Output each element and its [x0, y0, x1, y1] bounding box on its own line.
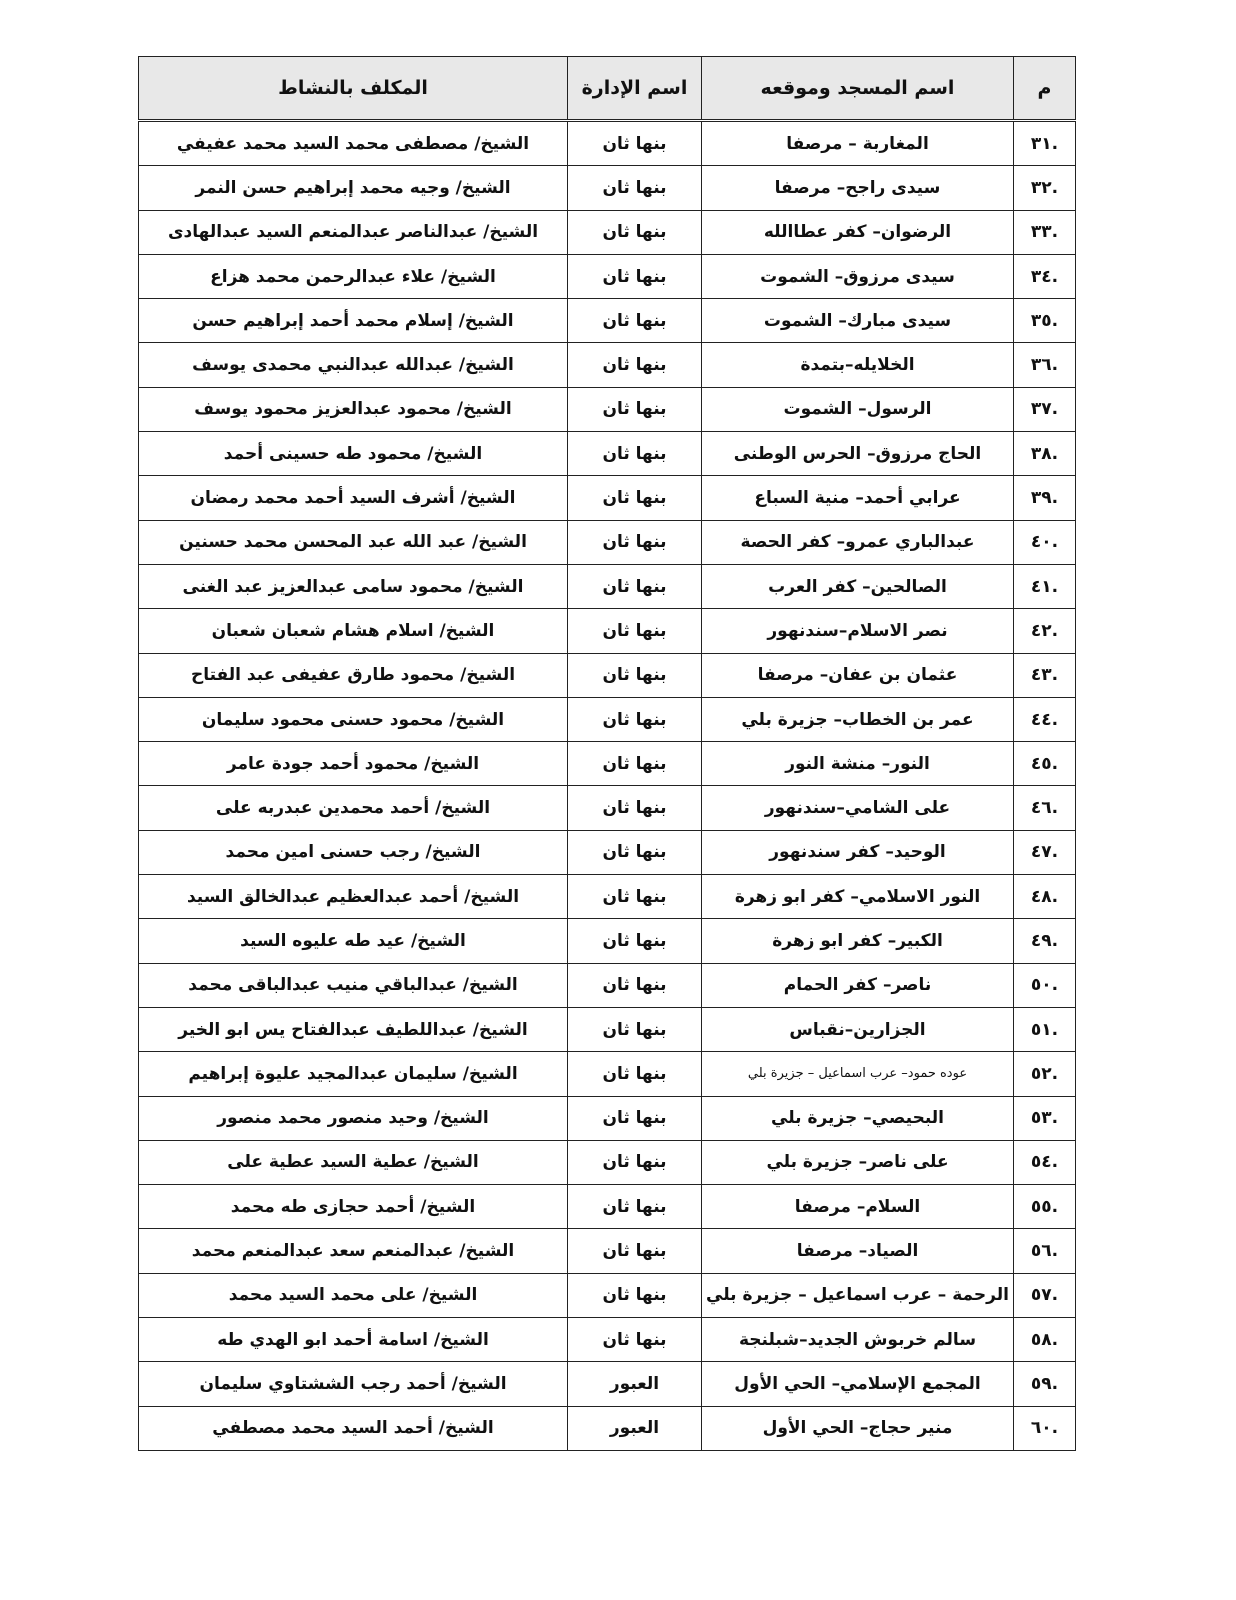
assigned-sheikh: الشيخ/ محمود سامى عبدالعزيز عبد الغنى — [139, 564, 568, 608]
table-row — [139, 609, 1076, 653]
assigned-sheikh: الشيخ/ أحمد رجب الششتاوي سليمان — [139, 1362, 568, 1406]
assigned-sheikh: الشيخ/ محمود أحمد جودة عامر — [139, 742, 568, 786]
row-number: .٣٩ — [1014, 476, 1076, 520]
mosque-name-location: سالم خربوش الجديد–شبلنجة — [702, 1318, 1014, 1362]
mosque-name-location: الوحيد– كفر سندنهور — [702, 830, 1014, 874]
table-body — [139, 121, 1076, 1451]
mosque-name-location: على الشامي–سندنهور — [702, 786, 1014, 830]
mosque-name-location: المغاربة – مرصفا — [702, 121, 1014, 166]
assigned-sheikh: الشيخ/ عبد الله عبد المحسن محمد حسنين — [139, 520, 568, 564]
assigned-sheikh: الشيخ/ محمود حسنى محمود سليمان — [139, 697, 568, 741]
table-row — [139, 476, 1076, 520]
mosque-name-location: عمر بن الخطاب– جزيرة بلي — [702, 697, 1014, 741]
mosque-name-location: الصالحين– كفر العرب — [702, 564, 1014, 608]
administration-name: بنها ثان — [568, 210, 702, 254]
table-row — [139, 343, 1076, 387]
mosque-name-location: ناصر– كفر الحمام — [702, 963, 1014, 1007]
administration-name: العبور — [568, 1406, 702, 1450]
administration-name: بنها ثان — [568, 299, 702, 343]
table-row — [139, 1362, 1076, 1406]
mosque-name-location: الرضوان– كفر عطاالله — [702, 210, 1014, 254]
administration-name: بنها ثان — [568, 875, 702, 919]
assigned-sheikh: الشيخ/ عبدالمنعم سعد عبدالمنعم محمد — [139, 1229, 568, 1273]
row-number: .٣٥ — [1014, 299, 1076, 343]
mosque-name-location: عبدالباري عمرو– كفر الحصة — [702, 520, 1014, 564]
table-row — [139, 830, 1076, 874]
row-number: .٤٩ — [1014, 919, 1076, 963]
administration-name: بنها ثان — [568, 1096, 702, 1140]
table-row — [139, 520, 1076, 564]
row-number: .٤٣ — [1014, 653, 1076, 697]
row-number: .٥٧ — [1014, 1273, 1076, 1317]
mosque-name-location: المجمع الإسلامي– الحي الأول — [702, 1362, 1014, 1406]
administration-name: بنها ثان — [568, 786, 702, 830]
row-number: .٥٣ — [1014, 1096, 1076, 1140]
row-number: .٥١ — [1014, 1007, 1076, 1051]
administration-name: بنها ثان — [568, 1140, 702, 1184]
header-mosque: اسم المسجد وموقعه — [702, 57, 1014, 121]
assigned-sheikh: الشيخ/ عبداللطيف عبدالفتاح يس ابو الخير — [139, 1007, 568, 1051]
assigned-sheikh: الشيخ/ أحمد عبدالعظيم عبدالخالق السيد — [139, 875, 568, 919]
table-row — [139, 1052, 1076, 1096]
assigned-sheikh: الشيخ/ أحمد محمدين عبدربه على — [139, 786, 568, 830]
administration-name: بنها ثان — [568, 1229, 702, 1273]
row-number: .٤٠ — [1014, 520, 1076, 564]
administration-name: بنها ثان — [568, 742, 702, 786]
row-number: .٦٠ — [1014, 1406, 1076, 1450]
table-row — [139, 742, 1076, 786]
document-page — [138, 56, 1075, 1451]
administration-name: العبور — [568, 1362, 702, 1406]
assigned-sheikh: الشيخ/ عبدالله عبدالنبي محمدى يوسف — [139, 343, 568, 387]
row-number: .٤٥ — [1014, 742, 1076, 786]
assigned-sheikh: الشيخ/ رجب حسنى امين محمد — [139, 830, 568, 874]
mosque-name-location: عوده حمود– عرب اسماعيل – جزيرة بلي — [702, 1052, 1014, 1096]
mosque-assignment-table — [138, 56, 1076, 1451]
table-row — [139, 875, 1076, 919]
mosque-name-location: الكبير– كفر ابو زهرة — [702, 919, 1014, 963]
administration-name: بنها ثان — [568, 963, 702, 1007]
table-row — [139, 254, 1076, 298]
table-row — [139, 210, 1076, 254]
header-row — [139, 57, 1076, 121]
administration-name: بنها ثان — [568, 919, 702, 963]
mosque-name-location: على ناصر– جزيرة بلي — [702, 1140, 1014, 1184]
row-number: .٣٣ — [1014, 210, 1076, 254]
administration-name: بنها ثان — [568, 609, 702, 653]
row-number: .٤٦ — [1014, 786, 1076, 830]
assigned-sheikh: الشيخ/ عطية السيد عطية على — [139, 1140, 568, 1184]
row-number: .٣١ — [1014, 121, 1076, 166]
administration-name: بنها ثان — [568, 476, 702, 520]
mosque-name-location: سيدى مبارك– الشموت — [702, 299, 1014, 343]
row-number: .٣٨ — [1014, 432, 1076, 476]
assigned-sheikh: الشيخ/ عبدالباقي منيب عبدالباقى محمد — [139, 963, 568, 1007]
assigned-sheikh: الشيخ/ مصطفى محمد السيد محمد عفيفي — [139, 121, 568, 166]
administration-name: بنها ثان — [568, 343, 702, 387]
table-row — [139, 1096, 1076, 1140]
administration-name: بنها ثان — [568, 121, 702, 166]
assigned-sheikh: الشيخ/ محمود عبدالعزيز محمود يوسف — [139, 387, 568, 431]
mosque-name-location: النور الاسلامي– كفر ابو زهرة — [702, 875, 1014, 919]
administration-name: بنها ثان — [568, 653, 702, 697]
mosque-name-location: الصياد– مرصفا — [702, 1229, 1014, 1273]
table-row — [139, 387, 1076, 431]
mosque-name-location: عثمان بن عفان– مرصفا — [702, 653, 1014, 697]
table-row — [139, 963, 1076, 1007]
mosque-name-location: الرسول– الشموت — [702, 387, 1014, 431]
table-row — [139, 1229, 1076, 1273]
row-number: .٣٢ — [1014, 166, 1076, 210]
mosque-name-location: الخلايله–بتمدة — [702, 343, 1014, 387]
table-header — [139, 57, 1076, 121]
header-assignee: المكلف بالنشاط — [139, 57, 568, 121]
table-row — [139, 653, 1076, 697]
row-number: .٣٧ — [1014, 387, 1076, 431]
mosque-name-location: عرابي أحمد– منية السباع — [702, 476, 1014, 520]
administration-name: بنها ثان — [568, 1273, 702, 1317]
assigned-sheikh: الشيخ/ سليمان عبدالمجيد عليوة إبراهيم — [139, 1052, 568, 1096]
assigned-sheikh: الشيخ/ اسلام هشام شعبان شعبان — [139, 609, 568, 653]
administration-name: بنها ثان — [568, 254, 702, 298]
table-row — [139, 1318, 1076, 1362]
table-row — [139, 919, 1076, 963]
row-number: .٤٧ — [1014, 830, 1076, 874]
table-row — [139, 697, 1076, 741]
row-number: .٥٨ — [1014, 1318, 1076, 1362]
assigned-sheikh: الشيخ/ اسامة أحمد ابو الهدي طه — [139, 1318, 568, 1362]
assigned-sheikh: الشيخ/ أحمد السيد محمد مصطفي — [139, 1406, 568, 1450]
mosque-name-location: السلام– مرصفا — [702, 1185, 1014, 1229]
administration-name: بنها ثان — [568, 432, 702, 476]
mosque-name-location: النور– منشة النور — [702, 742, 1014, 786]
table-row — [139, 299, 1076, 343]
assigned-sheikh: الشيخ/ عيد طه عليوه السيد — [139, 919, 568, 963]
row-number: .٥٠ — [1014, 963, 1076, 1007]
mosque-name-location: نصر الاسلام–سندنهور — [702, 609, 1014, 653]
administration-name: بنها ثان — [568, 1007, 702, 1051]
mosque-name-location: الرحمة – عرب اسماعيل – جزيرة بلي — [702, 1273, 1014, 1317]
row-number: .٤١ — [1014, 564, 1076, 608]
administration-name: بنها ثان — [568, 166, 702, 210]
table-row — [139, 1273, 1076, 1317]
mosque-name-location: البحيصي– جزيرة بلي — [702, 1096, 1014, 1140]
row-number: .٣٦ — [1014, 343, 1076, 387]
administration-name: بنها ثان — [568, 830, 702, 874]
administration-name: بنها ثان — [568, 697, 702, 741]
assigned-sheikh: الشيخ/ محمود طارق عفيفى عبد الفتاح — [139, 653, 568, 697]
administration-name: بنها ثان — [568, 1318, 702, 1362]
table-row — [139, 121, 1076, 166]
mosque-name-location: سيدى راجح– مرصفا — [702, 166, 1014, 210]
assigned-sheikh: الشيخ/ وحيد منصور محمد منصور — [139, 1096, 568, 1140]
assigned-sheikh: الشيخ/ وجيه محمد إبراهيم حسن النمر — [139, 166, 568, 210]
header-num: م — [1014, 57, 1076, 121]
assigned-sheikh: الشيخ/ إسلام محمد أحمد إبراهيم حسن — [139, 299, 568, 343]
assigned-sheikh: الشيخ/ أحمد حجازى طه محمد — [139, 1185, 568, 1229]
mosque-name-location: الحاج مرزوق– الحرس الوطنى — [702, 432, 1014, 476]
header-admin: اسم الإدارة — [568, 57, 702, 121]
assigned-sheikh: الشيخ/ أشرف السيد أحمد محمد رمضان — [139, 476, 568, 520]
table-row — [139, 166, 1076, 210]
table-row — [139, 432, 1076, 476]
row-number: .٥٥ — [1014, 1185, 1076, 1229]
table-row — [139, 1406, 1076, 1450]
mosque-name-location: الجزارين–نقباس — [702, 1007, 1014, 1051]
row-number: .٥٦ — [1014, 1229, 1076, 1273]
row-number: .٤٨ — [1014, 875, 1076, 919]
row-number: .٥٩ — [1014, 1362, 1076, 1406]
assigned-sheikh: الشيخ/ على محمد السيد محمد — [139, 1273, 568, 1317]
administration-name: بنها ثان — [568, 564, 702, 608]
row-number: .٣٤ — [1014, 254, 1076, 298]
mosque-name-location: منير حجاج– الحي الأول — [702, 1406, 1014, 1450]
assigned-sheikh: الشيخ/ عبدالناصر عبدالمنعم السيد عبدالهادى — [139, 210, 568, 254]
administration-name: بنها ثان — [568, 520, 702, 564]
administration-name: بنها ثان — [568, 1185, 702, 1229]
administration-name: بنها ثان — [568, 387, 702, 431]
row-number: .٥٤ — [1014, 1140, 1076, 1184]
assigned-sheikh: الشيخ/ محمود طه حسينى أحمد — [139, 432, 568, 476]
row-number: .٤٤ — [1014, 697, 1076, 741]
assigned-sheikh: الشيخ/ علاء عبدالرحمن محمد هزاع — [139, 254, 568, 298]
table-row — [139, 786, 1076, 830]
row-number: .٤٢ — [1014, 609, 1076, 653]
table-row — [139, 1185, 1076, 1229]
row-number: .٥٢ — [1014, 1052, 1076, 1096]
table-row — [139, 1007, 1076, 1051]
mosque-name-location: سيدى مرزوق– الشموت — [702, 254, 1014, 298]
table-row — [139, 564, 1076, 608]
administration-name: بنها ثان — [568, 1052, 702, 1096]
table-row — [139, 1140, 1076, 1184]
